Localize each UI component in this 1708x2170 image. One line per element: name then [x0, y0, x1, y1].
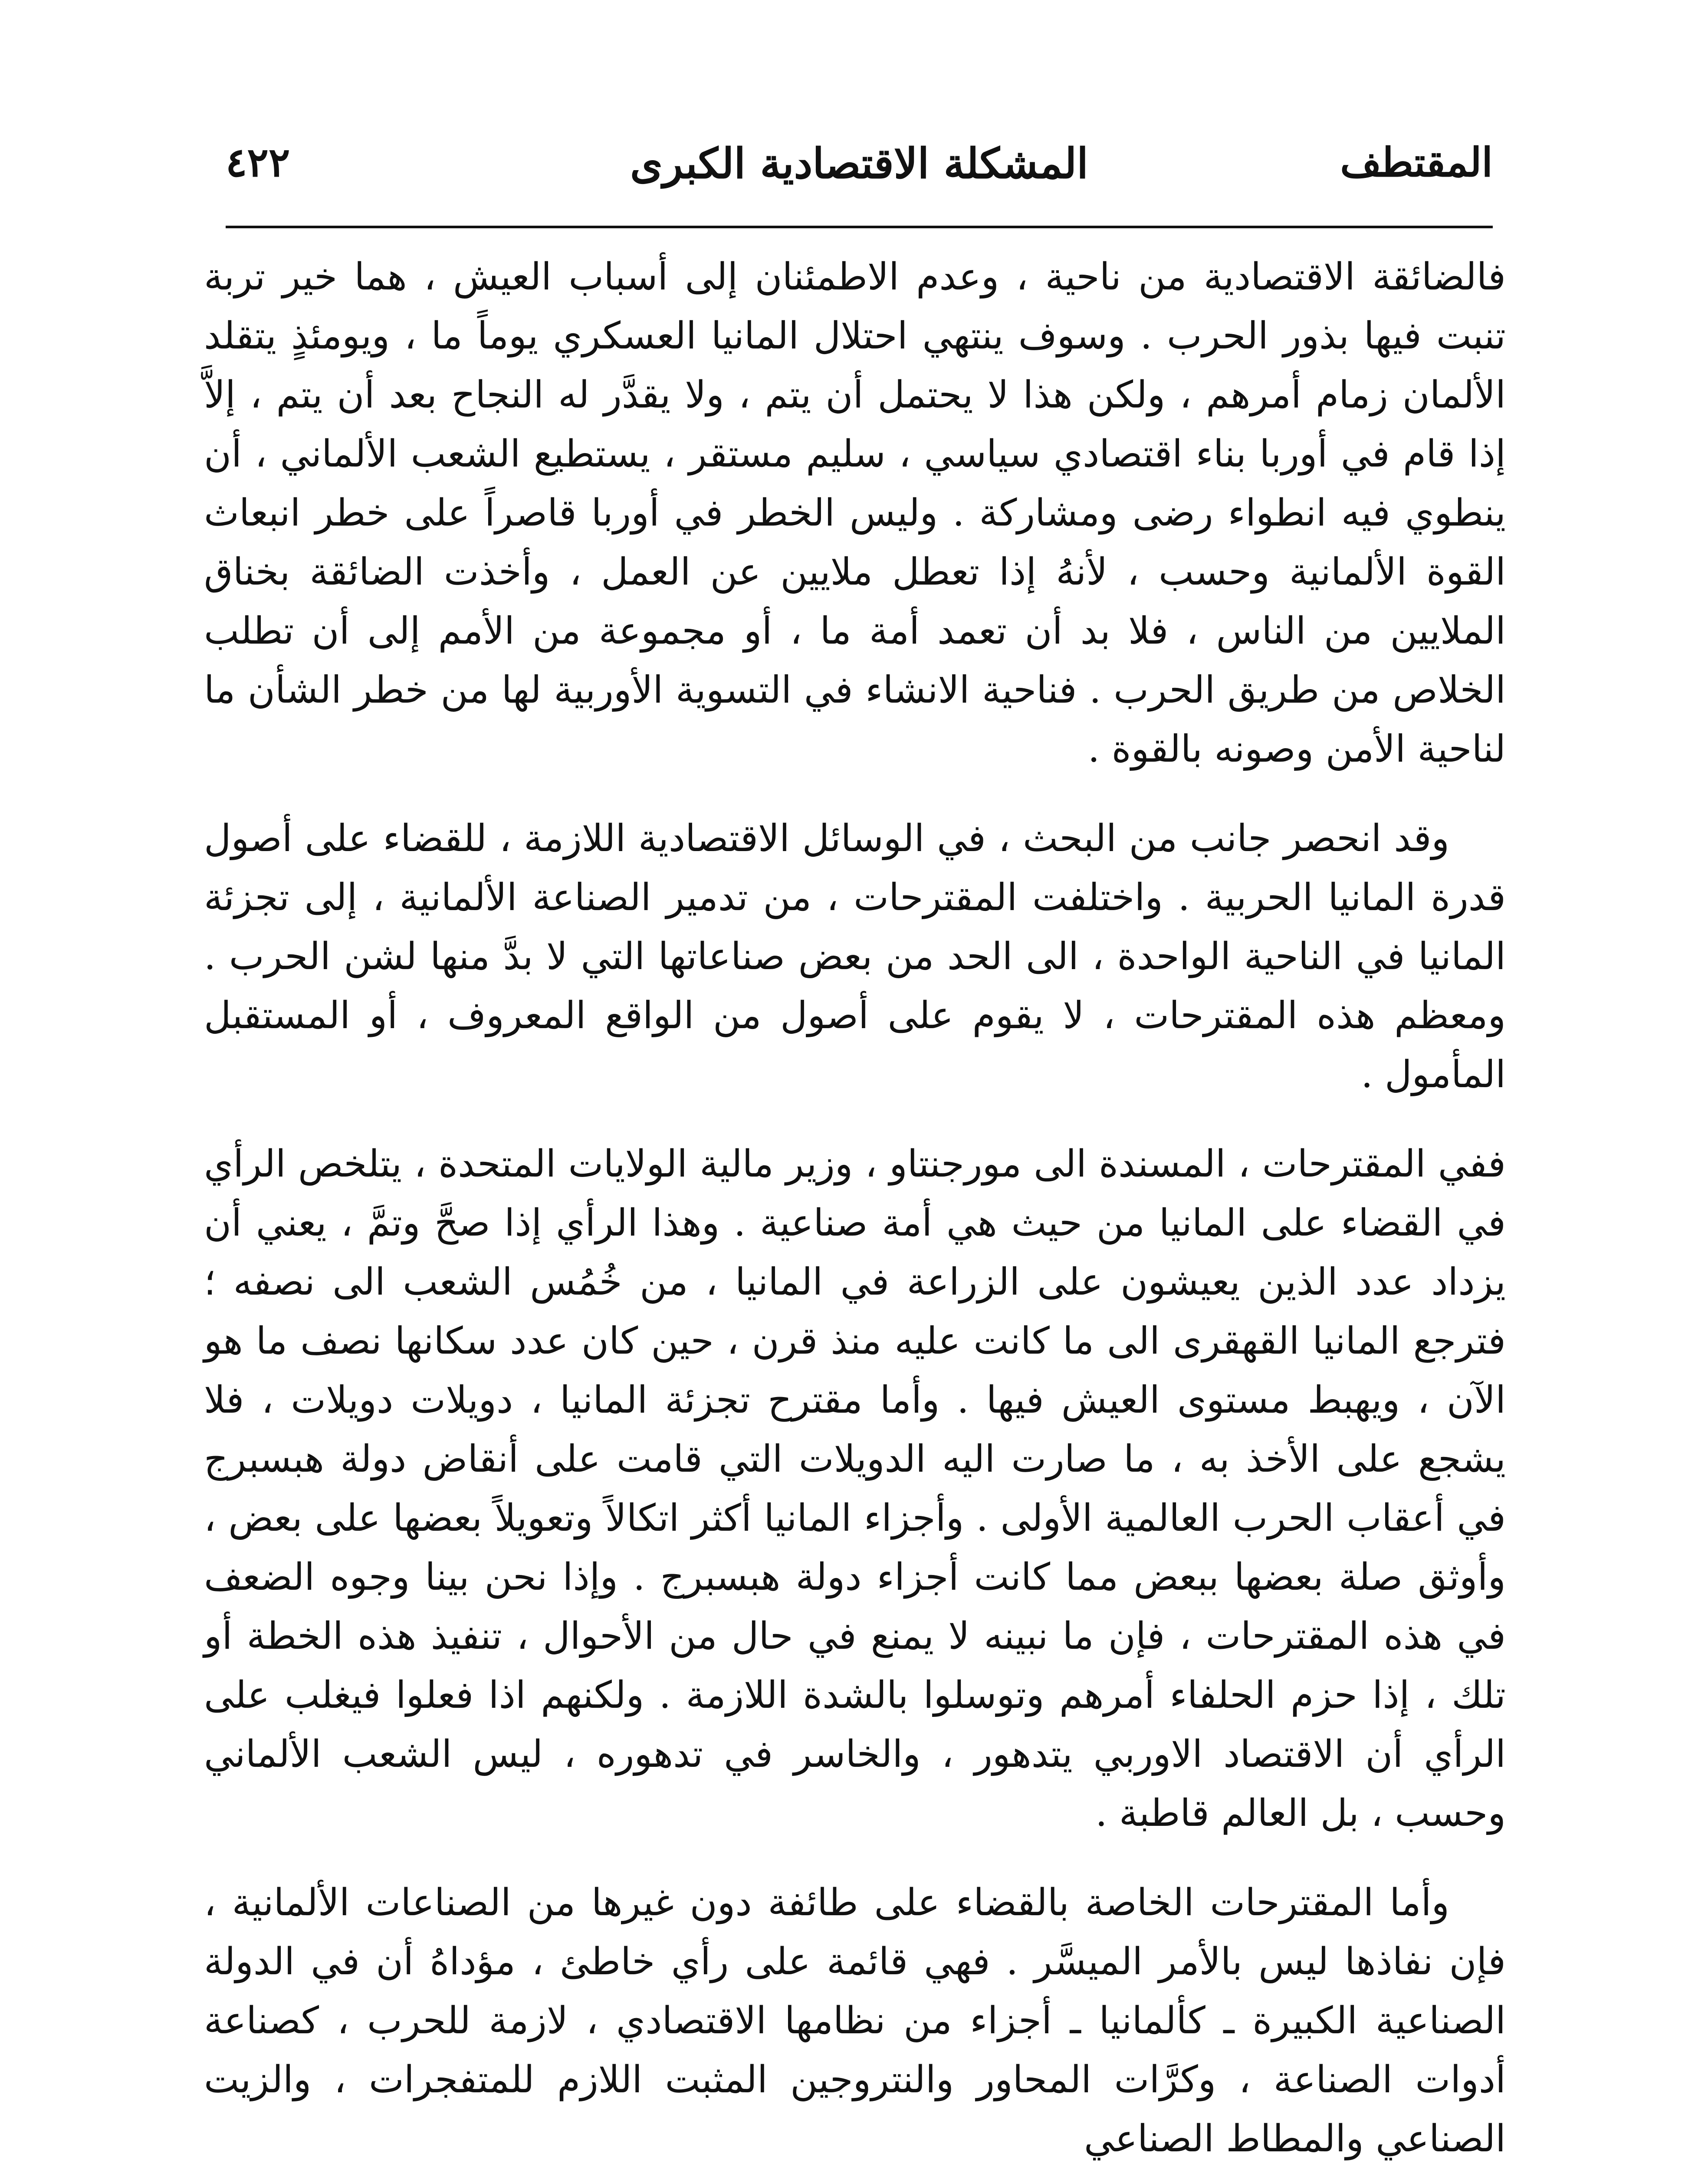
paragraph: وقد انحصر جانب من البحث ، في الوسائل الاقتصادية اللازمة ، للقضاء على أصول قدرة المانيا الحربية . واختلفت المقترحات ، من تدمير الصناعة الألمانية ، إلى تجزئة المانيا في الناحية الواحدة ، الى الحد من بعض صناعاتها التي لا بدَّ منها لشن الحرب . ومعظم هذه المقترحات ، لا يقوم على أصول من الواقع المعروف ، أو المستقبل المأمول . [204, 817, 1506, 1096]
article-body [204, 247, 1506, 2170]
paragraph: وأما المقترحات الخاصة بالقضاء على طائفة دون غيرها من الصناعات الألمانية ، فإن نفاذها ليس بالأمر الميسَّر . فهي قائمة على رأي خاطئ ، مؤداهُ أن في الدولة الصناعية الكبيرة ـ كألمانيا ـ أجزاء من نظامها الاقتصادي ، لازمة للحرب ، كصناعة أدوات الصناعة ، وكرَّات المحاور والنتروجين المثبت اللازم للمتفجرات ، والزيت الصناعي والمطاط الصناعي [204, 1881, 1506, 2160]
page-number: ٤٢٢ [226, 139, 290, 186]
paragraph: ففي المقترحات ، المسندة الى مورجنتاو ، وزير مالية الولايات المتحدة ، يتلخص الرأي في القضاء على المانيا من حيث هي أمة صناعية . وهذا الرأي إذا صحَّ وتمَّ ، يعني أن يزداد عدد الذين يعيشون على الزراعة في المانيا ، من خُمُس الشعب الى نصفه ؛ فترجع المانيا القهقرى الى ما كانت عليه منذ قرن ، حين كان عدد سكانها نصف ما هو الآن ، ويهبط مستوى العيش فيها . وأما مقترح تجزئة المانيا ، دويلات دويلات ، فلا يشجع على الأخذ به ، ما صارت اليه الدويلات التي قامت على أنقاض دولة هبسبرج في أعقاب الحرب العالمية الأولى . وأجزاء المانيا أكثر اتكالاً وتعويلاً بعضها على بعض ، وأوثق صلة بعضها ببعض مما كانت أجزاء دولة هبسبرج . وإذا نحن بينا وجوه الضعف في هذه المقترحات ، فإن ما نبينه لا يمنع في حال من الأحوال ، تنفيذ هذه الخطة أو تلك ، إذا حزم الحلفاء أمرهم وتوسلوا بالشدة اللازمة . ولكنهم اذا فعلوا فيغلب على الرأي أن الاقتصاد الاوربي يتدهور ، والخاسر في تدهوره ، ليس الشعب الألماني وحسب ، بل العالم قاطبة . [204, 1142, 1506, 1835]
journal-name: المقتطف [1340, 139, 1493, 186]
running-header [226, 130, 1493, 208]
paragraph: فالضائقة الاقتصادية من ناحية ، وعدم الاطمئنان إلى أسباب العيش ، هما خير تربة تنبت فيها بذور الحرب . وسوف ينتهي احتلال المانيا العسكري يوماً ما ، ويومئذٍ يتقلد الألمان زمام أمرهم ، ولكن هذا لا يحتمل أن يتم ، ولا يقدَّر له النجاح بعد أن يتم ، إلاَّ إذا قام في أوربا بناء اقتصادي سياسي ، سليم مستقر ، يستطيع الشعب الألماني ، أن ينطوي فيه انطواء رضى ومشاركة . وليس الخطر في أوربا قاصراً على خطر انبعاث القوة الألمانية وحسب ، لأنهُ إذا تعطل ملايين عن العمل ، وأخذت الضائقة بخناق الملايين من الناس ، فلا بد أن تعمد أمة ما ، أو مجموعة من الأمم إلى أن تطلب الخلاص من طريق الحرب . فناحية الانشاء في التسوية الأوربية لها من خطر الشأن ما لناحية الأمن وصونه بالقوة . [204, 255, 1506, 771]
header-rule [226, 226, 1493, 228]
page-title: المشكلة الاقتصادية الكبرى [630, 139, 1088, 188]
